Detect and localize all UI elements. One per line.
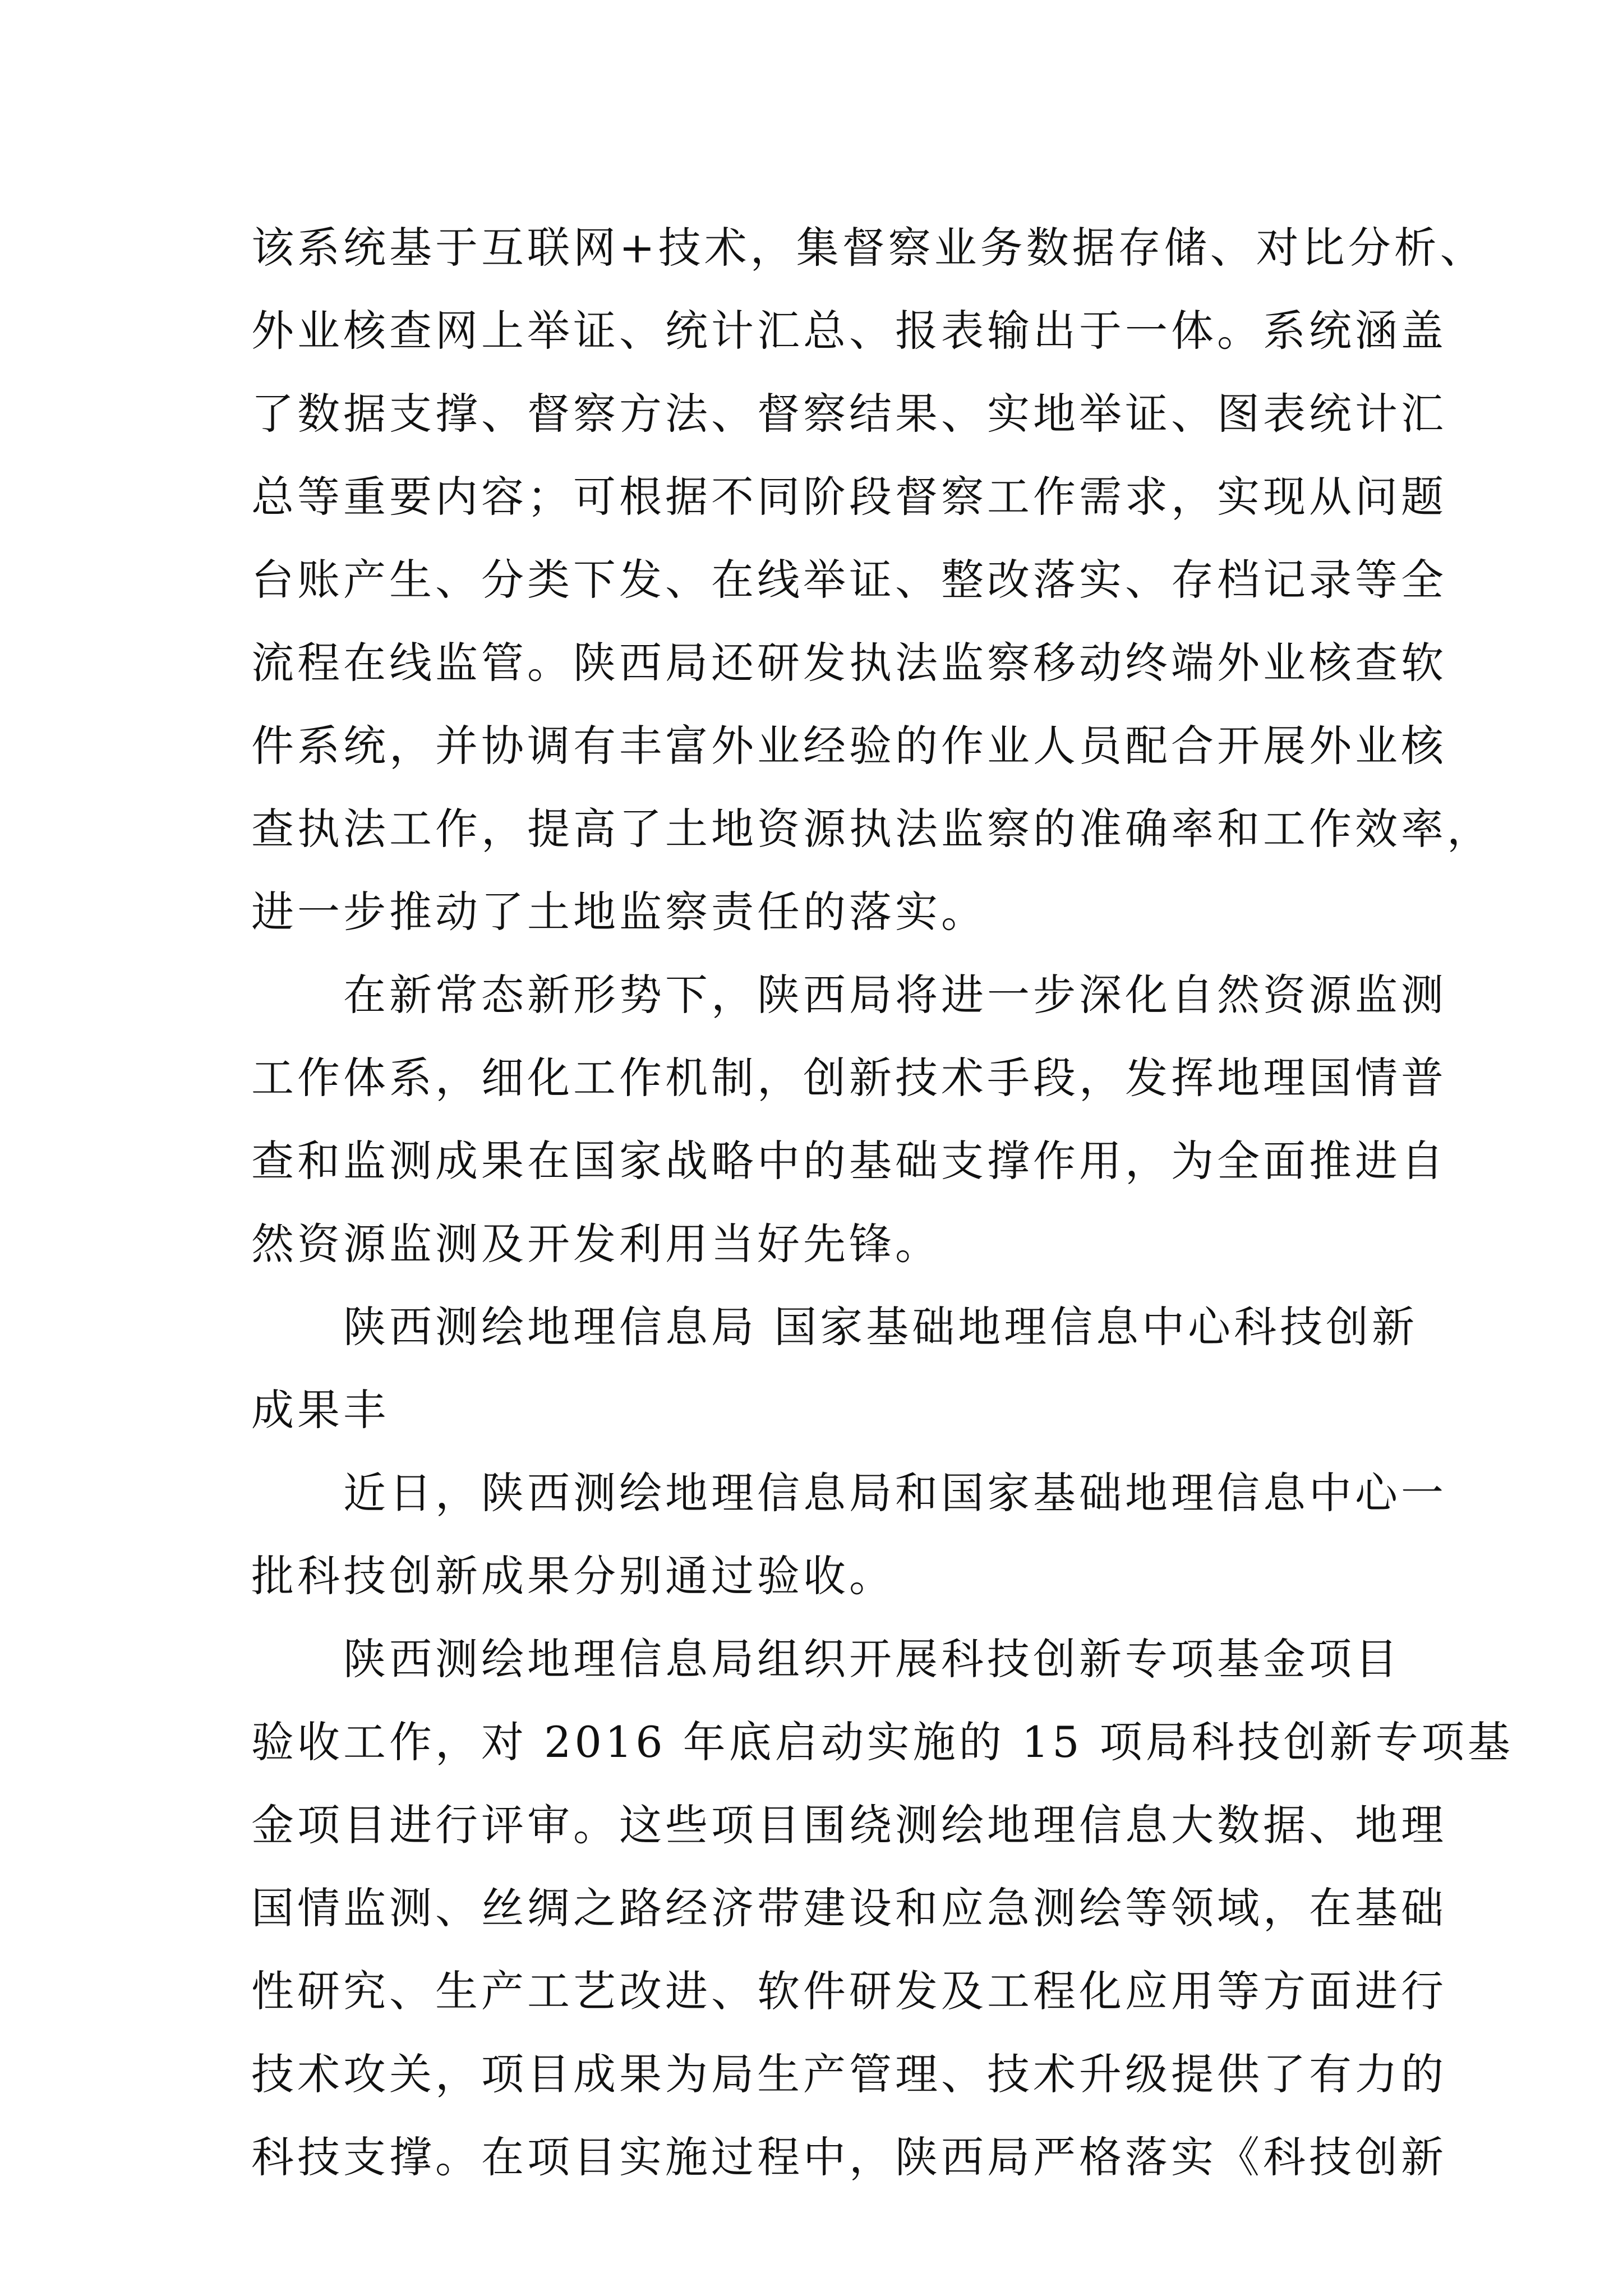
text-line: 该系统基于互联网+技术，集督察业务数据存储、对比分析、 [251, 223, 1486, 273]
text-line: 陕西测绘地理信息局组织开展科技创新专项基金项目 [251, 1634, 1401, 1684]
text-line: 外业核查网上举证、统计汇总、报表输出于一体。系统涵盖 [251, 306, 1447, 356]
text-line: 国情监测、丝绸之路经济带建设和应急测绘等领域，在基础 [251, 1883, 1447, 1933]
text-line: 科技支撑。在项目实施过程中，陕西局严格落实《科技创新 [251, 2132, 1447, 2182]
text-line: 流程在线监管。陕西局还研发执法监察移动终端外业核查软 [251, 638, 1447, 688]
text-line: 查和监测成果在国家战略中的基础支撑作用，为全面推进自 [251, 1136, 1447, 1186]
body-text [251, 206, 1514, 2199]
text-line: 金项目进行评审。这些项目围绕测绘地理信息大数据、地理 [251, 1800, 1447, 1850]
text-line: 成果丰 [251, 1385, 389, 1435]
text-line: 近日，陕西测绘地理信息局和国家基础地理信息中心一 [251, 1468, 1447, 1518]
text-line: 了数据支撑、督察方法、督察结果、实地举证、图表统计汇 [251, 389, 1447, 439]
text-line: 性研究、生产工艺改进、软件研发及工程化应用等方面进行 [251, 1966, 1447, 2016]
text-line: 然资源监测及开发利用当好先锋。 [251, 1219, 941, 1269]
text-line: 在新常态新形势下，陕西局将进一步深化自然资源监测 [251, 970, 1447, 1020]
text-line: 进一步推动了土地监察责任的落实。 [251, 887, 987, 937]
text-line: 总等重要内容；可根据不同阶段督察工作需求，实现从问题 [251, 472, 1447, 522]
text-line: 件系统，并协调有丰富外业经验的作业人员配合开展外业核 [251, 721, 1447, 771]
text-line: 工作体系，细化工作机制，创新技术手段，发挥地理国情普 [251, 1053, 1447, 1103]
text-line: 台账产生、分类下发、在线举证、整改落实、存档记录等全 [251, 555, 1447, 605]
text-line: 批科技创新成果分别通过验收。 [251, 1551, 895, 1601]
text-line: 查执法工作，提高了土地资源执法监察的准确率和工作效率， [251, 804, 1493, 854]
text-line: 陕西测绘地理信息局 国家基础地理信息中心科技创新 [251, 1302, 1418, 1352]
text-line: 验收工作，对 2016 年底启动实施的 15 项局科技创新专项基 [251, 1717, 1514, 1767]
text-line: 技术攻关，项目成果为局生产管理、技术升级提供了有力的 [251, 2049, 1447, 2099]
